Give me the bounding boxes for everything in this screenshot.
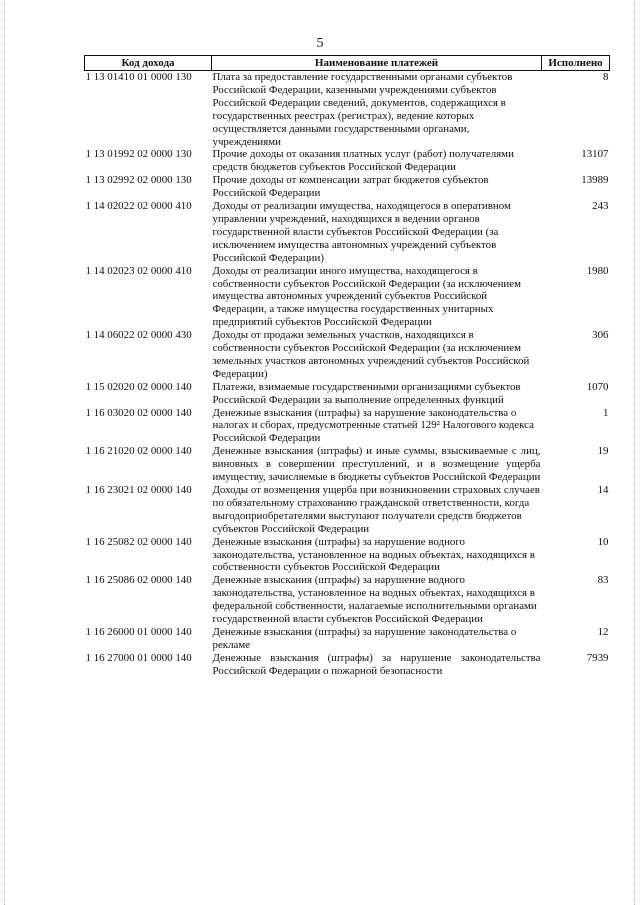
income-code-cell: 1 16 25082 02 0000 140 [85, 535, 192, 548]
table-row [85, 484, 610, 536]
table-header-row [85, 56, 610, 71]
income-code-cell: 1 14 02023 02 0000 410 [85, 264, 192, 277]
payment-name-cell: Доходы от реализации имущества, находящегося в оперативном управлении учреждений, находящихся в ведении органов государственной власти субъектов Российской Федерации (за исключением имущества автономных учреждений субъектов Российской Федерации) [212, 200, 511, 264]
column-header-code: Код дохода [85, 56, 212, 71]
scan-edge-left [4, 0, 6, 905]
executed-amount-cell: 13107 [581, 148, 609, 161]
page-number: 5 [316, 36, 324, 51]
executed-amount-cell: 12 [597, 625, 609, 638]
table-row [85, 626, 610, 652]
executed-amount-cell: 19 [597, 445, 609, 458]
payment-name-cell: Платежи, взимаемые государственными организациями субъектов Российской Федерации за выполнение определенных функций [212, 380, 521, 406]
payment-name-cell: Денежные взыскания (штрафы) за нарушение водного законодательства, установленное на водных объектах, находящихся в собственности субъектов Российской Федерации [212, 535, 535, 574]
table-row [85, 652, 610, 678]
income-code-cell: 1 13 02992 02 0000 130 [85, 174, 192, 187]
table-body [85, 71, 610, 678]
column-header-name: Наименование платежей [212, 56, 542, 71]
column-header-value: Исполнено [542, 56, 610, 71]
income-code-cell: 1 16 21020 02 0000 140 [85, 445, 192, 458]
payment-name-cell: Денежные взыскания (штрафы) за нарушение законодательства о рекламе [212, 625, 517, 651]
executed-amount-cell: 7939 [586, 651, 609, 664]
payment-name-cell: Денежные взыскания (штрафы) за нарушение водного законодательства, установленное на водных объектах, находящихся в федеральной собственности, налагаемые исполнительными органами государственной власти субъектов Российской Федерации [212, 574, 537, 626]
executed-amount-cell: 1980 [586, 264, 609, 277]
income-code-cell: 1 14 06022 02 0000 430 [85, 329, 192, 342]
payment-name-cell: Доходы от реализации иного имущества, находящегося в собственности субъектов Российской Федерации (за исключением имущества автономных учреждений субъектов Российской Федерации, а также имущества государственных унитарных предприятий субъектов Российской Федерации [212, 264, 521, 329]
income-code-cell: 1 16 03020 02 0000 140 [85, 406, 192, 419]
income-code-cell: 1 16 26000 01 0000 140 [85, 625, 192, 638]
table-row [85, 574, 610, 626]
executed-amount-cell: 1 [603, 406, 609, 419]
table-row [85, 265, 610, 330]
income-code-cell: 1 14 02022 02 0000 410 [85, 200, 192, 213]
income-code-cell: 1 16 27000 01 0000 140 [85, 651, 192, 664]
income-code-cell: 1 13 01410 01 0000 130 [85, 71, 212, 149]
executed-amount-cell: 1070 [586, 380, 609, 393]
payment-name-cell: Денежные взыскания (штрафы) за нарушение законодательства о налогах и сборах, предусмотренные статьей 129² Налогового кодекса Российской Федерации [212, 406, 534, 445]
executed-amount-cell: 13989 [581, 174, 609, 187]
table-row [85, 148, 610, 174]
revenue-table [84, 55, 610, 678]
payment-name-cell: Денежные взыскания (штрафы) за нарушение законодательства Российской Федерации о пожарной безопасности [212, 651, 541, 677]
executed-amount-cell: 306 [592, 329, 609, 342]
income-code-cell: 1 16 25086 02 0000 140 [85, 574, 192, 587]
table-row [85, 174, 610, 200]
table-row [85, 536, 610, 575]
table-row [85, 71, 610, 149]
payment-name-cell: Прочие доходы от компенсации затрат бюджетов субъектов Российской Федерации [212, 174, 489, 200]
executed-amount-cell: 243 [592, 200, 609, 213]
executed-amount-cell: 10 [597, 535, 609, 548]
executed-amount-cell: 83 [597, 574, 609, 587]
payment-name-cell: Доходы от продажи земельных участков, находящихся в собственности субъектов Российской Федерации (за исключением земельных участков автономных учреждений субъектов Российской Федерации) [212, 329, 530, 380]
payment-name-cell: Прочие доходы от оказания платных услуг (работ) получателями средств бюджетов субъектов Российской Федерации [212, 148, 514, 174]
table-row [85, 407, 610, 446]
scan-edge-right [634, 0, 636, 905]
income-code-cell: 1 13 01992 02 0000 130 [85, 148, 192, 161]
table-row [85, 381, 610, 407]
payment-name-cell: Денежные взыскания (штрафы) и иные суммы, взыскиваемые с лиц, виновных в совершении преступлений, и в возмещение ущерба имуществу, зачисляемые в бюджеты субъектов Российской Федерации [212, 445, 541, 484]
table-row [85, 329, 610, 381]
executed-amount-cell: 14 [597, 484, 609, 496]
payment-name-cell: Плата за предоставление государственными органами субъектов Российской Федерации, казенными учреждениями субъектов Российской Федерации сведений, документов, содержащихся в государственных реестрах (регистрах), ведение которых осуществляется данными государственными органами, учреждениями [212, 71, 542, 149]
payment-name-cell: Доходы от возмещения ущерба при возникновении страховых случаев по обязательному страхованию гражданской ответственности, когда выгодоприобретателями выступают получатели средств бюджетов субъектов Российской Федерации [212, 484, 540, 535]
income-code-cell: 1 15 02020 02 0000 140 [85, 380, 192, 393]
income-code-cell: 1 16 23021 02 0000 140 [85, 484, 192, 496]
table-row [85, 200, 610, 265]
executed-amount-cell: 8 [542, 71, 610, 149]
table-row [85, 445, 610, 484]
